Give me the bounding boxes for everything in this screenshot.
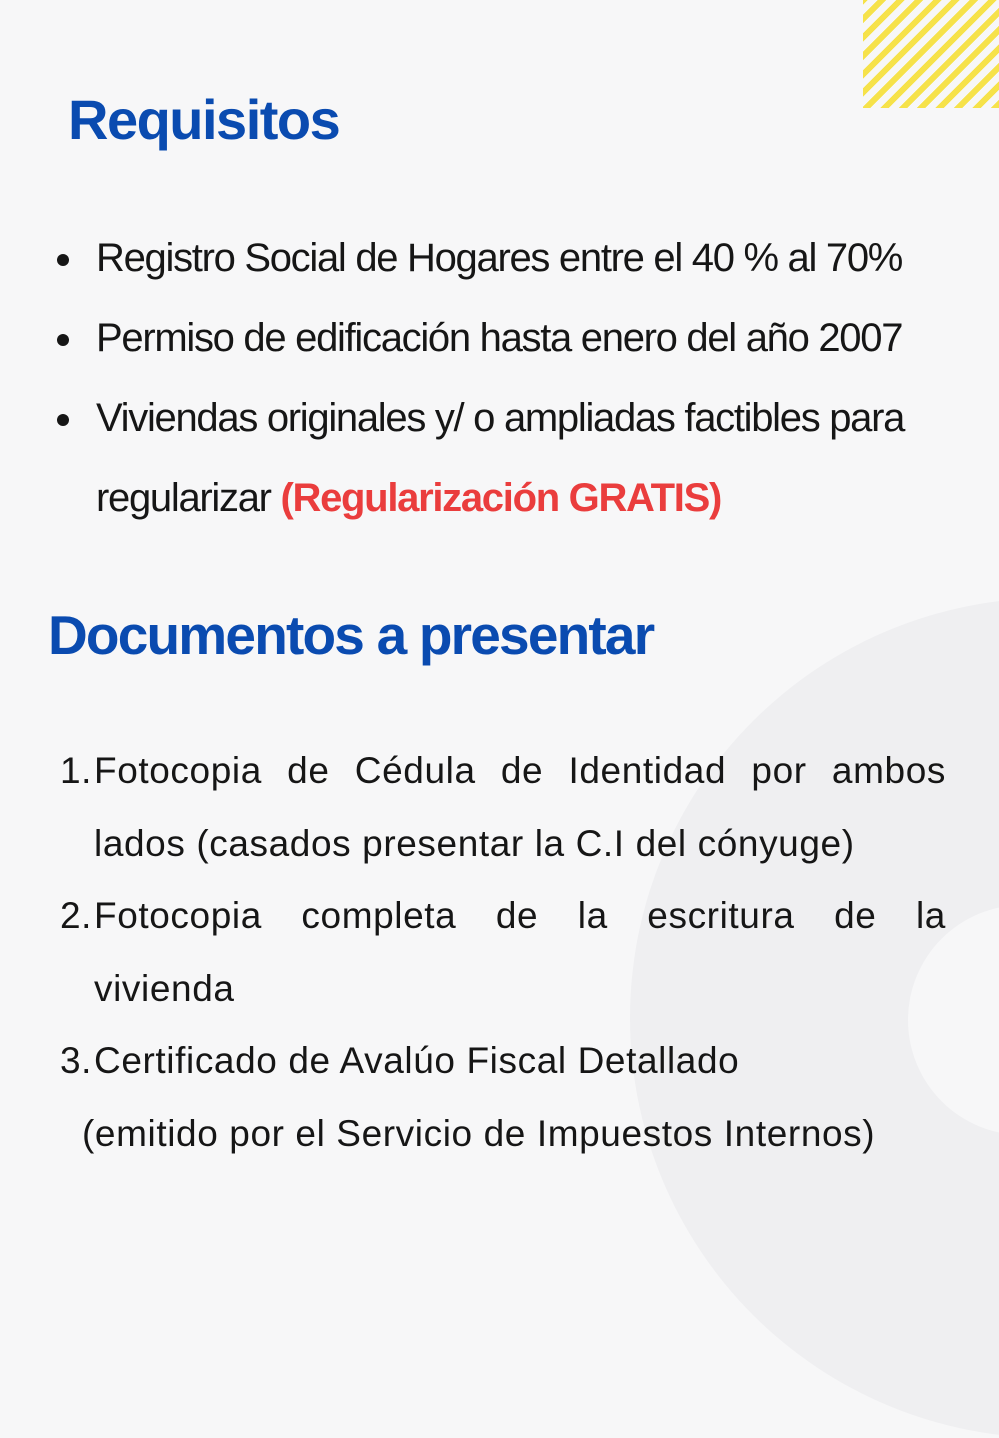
bullet-icon bbox=[57, 254, 69, 266]
documento-text: (emitido por el Servicio de Impuestos Internos) bbox=[82, 1112, 876, 1154]
requisito-item bbox=[0, 298, 999, 378]
requisitos-title: Requisitos bbox=[68, 88, 340, 151]
documento-text: Certificado de Avalúo Fiscal Detallado bbox=[94, 1040, 740, 1081]
documentos-title: Documentos a presentar bbox=[48, 604, 654, 666]
requisitos-list bbox=[0, 218, 999, 538]
requisito-text: Viviendas originales y/ o ampliadas factibles para bbox=[96, 396, 905, 440]
bullet-icon bbox=[57, 334, 69, 346]
requisito-text: Permiso de edificación hasta enero del año 2007 bbox=[96, 316, 903, 360]
gratis-highlight: (Regularización GRATIS) bbox=[280, 476, 722, 520]
requisito-text: Registro Social de Hogares entre el 40 % al 70% bbox=[96, 236, 903, 280]
requisito-item bbox=[0, 378, 999, 538]
item-number: 3. bbox=[59, 1040, 92, 1081]
documento-item bbox=[0, 735, 999, 880]
documento-text: lados (casados presentar la C.I del cónyuge) bbox=[94, 822, 855, 864]
documento-text: vivienda bbox=[94, 967, 235, 1009]
documento-item bbox=[0, 1025, 999, 1170]
documento-text: Fotocopia de Cédula de Identidad por ambos bbox=[94, 750, 946, 791]
bullet-icon bbox=[57, 414, 69, 426]
documentos-list bbox=[0, 735, 999, 1170]
decorative-stripes bbox=[863, 0, 999, 108]
requisito-text: regularizar bbox=[96, 476, 271, 520]
item-number: 1. bbox=[59, 750, 92, 791]
requisito-item bbox=[0, 218, 999, 298]
documento-text: Fotocopia completa de la escritura de la bbox=[94, 895, 946, 936]
documento-item bbox=[0, 880, 999, 1025]
item-number: 2. bbox=[59, 895, 92, 936]
